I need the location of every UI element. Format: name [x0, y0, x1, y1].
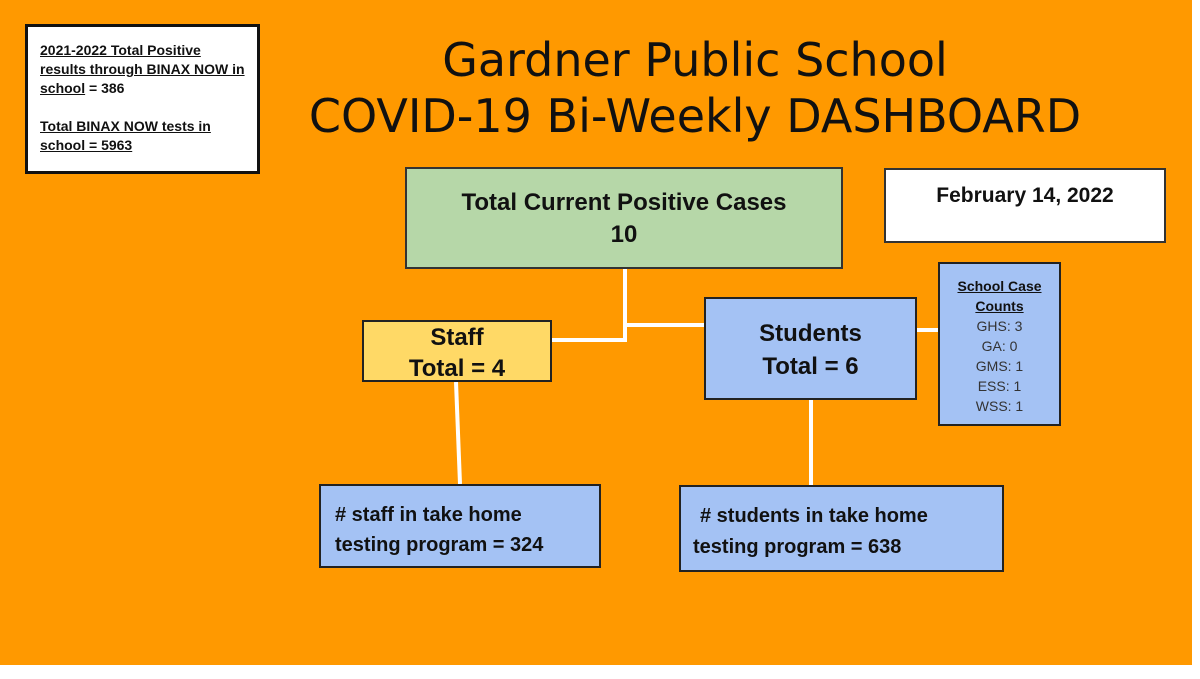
staff-testing-program-box — [319, 484, 601, 568]
slide-edge-right — [1192, 0, 1200, 679]
students-testing-program-box — [679, 485, 1004, 572]
positive-results-value: = 386 — [89, 80, 125, 96]
staff-program-line-2: testing program = 324 — [335, 534, 544, 556]
report-date: February 14, 2022 — [936, 184, 1114, 207]
total-current-label: Total Current Positive Cases — [461, 189, 787, 216]
school-counts-heading-2: Counts — [975, 298, 1024, 314]
students-box — [704, 297, 917, 400]
date-box — [884, 168, 1166, 243]
staff-total: Total = 4 — [408, 355, 506, 382]
students-program-line-1: # students in take home — [700, 505, 928, 527]
total-current-value: 10 — [610, 221, 638, 248]
positive-results-label: 2021-2022 Total Positive results through BINAX NOW in school — [40, 42, 245, 96]
slide-edge-bottom — [0, 665, 1200, 679]
total-tests-text: Total BINAX NOW tests in school = 5963 — [40, 118, 211, 153]
school-count-item: GHS: 3 — [976, 318, 1023, 334]
total-current-cases-box — [405, 167, 843, 269]
title-line-1: Gardner Public School — [442, 33, 948, 87]
school-count-item: GA: 0 — [981, 338, 1018, 354]
title-line-2: COVID-19 Bi-Weekly DASHBOARD — [308, 89, 1082, 143]
students-program-line-2: testing program = 638 — [693, 536, 902, 558]
school-count-item: ESS: 1 — [977, 378, 1022, 394]
school-count-item: WSS: 1 — [975, 398, 1024, 414]
staff-label: Staff — [430, 324, 484, 351]
staff-box — [362, 320, 552, 382]
staff-program-line-1: # staff in take home — [335, 504, 522, 526]
page-title — [190, 32, 1200, 144]
connector-staff-program — [456, 382, 460, 484]
school-counts-heading-1: School Case — [957, 278, 1042, 294]
school-case-counts-box — [938, 262, 1061, 426]
school-count-item: GMS: 1 — [975, 358, 1024, 374]
students-total: Total = 6 — [762, 353, 859, 380]
students-label: Students — [759, 320, 862, 347]
